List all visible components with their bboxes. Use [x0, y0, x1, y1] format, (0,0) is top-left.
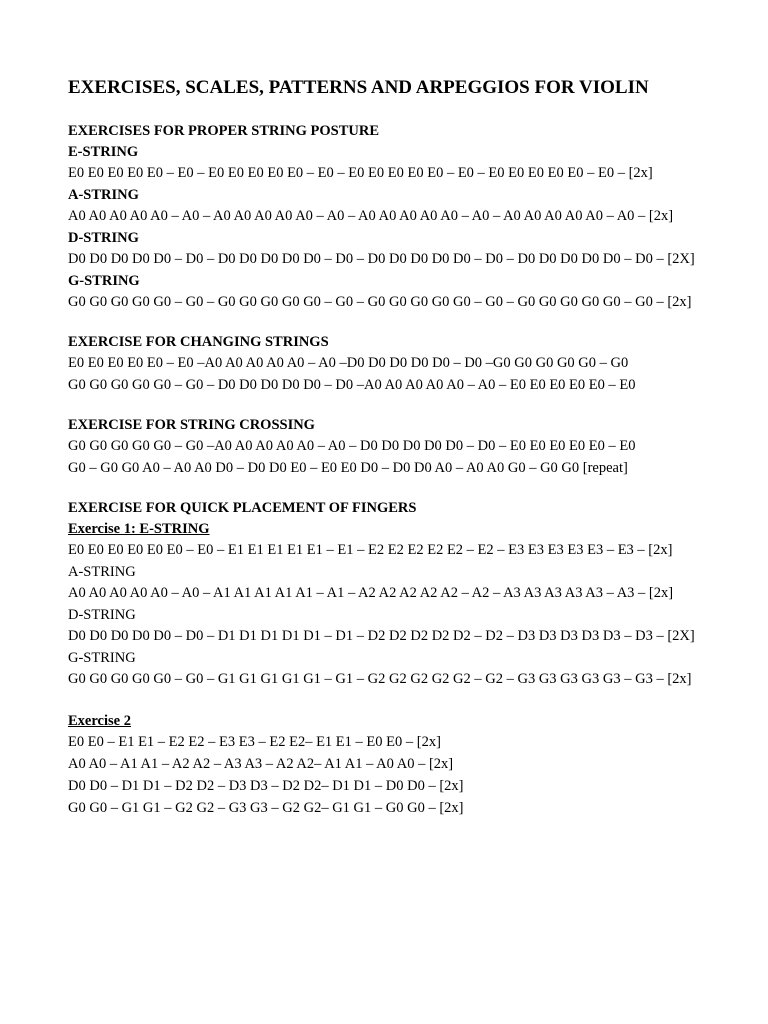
- exercise-line-e-string: E0 E0 E0 E0 E0 E0 – E0 – E1 E1 E1 E1 E1 – E1 – E2 E2 E2 E2 E2 – E2 – E3 E3 E3 E3 E3 – E3 – [2x]: [68, 542, 673, 558]
- label-g-string: G-STRING: [68, 650, 136, 666]
- label-d-string: D-STRING: [68, 230, 139, 246]
- heading-quick-placement: EXERCISE FOR QUICK PLACEMENT OF FINGERS: [68, 500, 417, 516]
- spacer: [68, 691, 698, 711]
- document-title: EXERCISES, SCALES, PATTERNS AND ARPEGGIOS FOR VIOLIN: [68, 77, 649, 98]
- exercise-line: E0 E0 E0 E0 E0 – E0 –A0 A0 A0 A0 A0 – A0 –D0 D0 D0 D0 D0 – D0 –G0 G0 G0 G0 G0 – G0: [68, 355, 629, 371]
- exercise-line: G0 G0 G0 G0 G0 – G0 – D0 D0 D0 D0 D0 – D0 –A0 A0 A0 A0 A0 – A0 – E0 E0 E0 E0 E0 – E0: [68, 377, 636, 393]
- label-g-string: G-STRING: [68, 273, 140, 289]
- section-string-posture: [68, 121, 698, 312]
- document-content: [68, 76, 698, 838]
- label-a-string: A-STRING: [68, 187, 139, 203]
- heading-string-crossing: EXERCISE FOR STRING CROSSING: [68, 417, 315, 433]
- exercise-line-g-string: G0 G0 G0 G0 G0 – G0 – G1 G1 G1 G1 G1 – G1 – G2 G2 G2 G2 G2 – G2 – G3 G3 G3 G3 G3 – G3 – [2x]: [68, 671, 692, 687]
- exercise-line: A0 A0 – A1 A1 – A2 A2 – A3 A3 – A2 A2– A1 A1 – A0 A0 – [2x]: [68, 756, 454, 772]
- exercise-line: E0 E0 – E1 E1 – E2 E2 – E3 E3 – E2 E2– E1 E1 – E0 E0 – [2x]: [68, 734, 441, 750]
- heading-string-posture: EXERCISES FOR PROPER STRING POSTURE: [68, 123, 379, 139]
- exercise-line-d-string: D0 D0 D0 D0 D0 – D0 – D0 D0 D0 D0 D0 – D0 – D0 D0 D0 D0 D0 – D0 – D0 D0 D0 D0 D0 – D0 – [2X]: [68, 251, 695, 267]
- exercise-line: G0 G0 – G1 G1 – G2 G2 – G3 G3 – G2 G2– G1 G1 – G0 G0 – [2x]: [68, 800, 464, 816]
- label-d-string: D-STRING: [68, 607, 136, 623]
- heading-changing-strings: EXERCISE FOR CHANGING STRINGS: [68, 334, 329, 350]
- label-exercise-1: Exercise 1: E-STRING: [68, 521, 210, 537]
- section-string-crossing: [68, 415, 698, 478]
- exercise-line-a-string: A0 A0 A0 A0 A0 – A0 – A1 A1 A1 A1 A1 – A1 – A2 A2 A2 A2 A2 – A2 – A3 A3 A3 A3 A3 – A3 – [2x]: [68, 585, 674, 601]
- exercise-line: G0 – G0 G0 A0 – A0 A0 D0 – D0 D0 E0 – E0 E0 D0 – D0 D0 A0 – A0 A0 G0 – G0 G0 [repeat]: [68, 460, 628, 476]
- exercise-line: G0 G0 G0 G0 G0 – G0 –A0 A0 A0 A0 A0 – A0 – D0 D0 D0 D0 D0 – D0 – E0 E0 E0 E0 E0 – E0: [68, 438, 636, 454]
- exercise-line-a-string: A0 A0 A0 A0 A0 – A0 – A0 A0 A0 A0 A0 – A0 – A0 A0 A0 A0 A0 – A0 – A0 A0 A0 A0 A0 – A0 – [2x]: [68, 208, 674, 224]
- exercise-line-g-string: G0 G0 G0 G0 G0 – G0 – G0 G0 G0 G0 G0 – G0 – G0 G0 G0 G0 G0 – G0 – G0 G0 G0 G0 G0 – G0 – [2x]: [68, 294, 692, 310]
- label-exercise-2: Exercise 2: [68, 713, 131, 729]
- section-quick-placement: [68, 498, 698, 818]
- exercise-line: D0 D0 – D1 D1 – D2 D2 – D3 D3 – D2 D2– D1 D1 – D0 D0 – [2x]: [68, 778, 464, 794]
- label-a-string: A-STRING: [68, 564, 136, 580]
- exercise-line-d-string: D0 D0 D0 D0 D0 – D0 – D1 D1 D1 D1 D1 – D1 – D2 D2 D2 D2 D2 – D2 – D3 D3 D3 D3 D3 – D3 – [2X]: [68, 628, 695, 644]
- exercise-line-e-string: E0 E0 E0 E0 E0 – E0 – E0 E0 E0 E0 E0 – E0 – E0 E0 E0 E0 E0 – E0 – E0 E0 E0 E0 E0 – E0 – [2x]: [68, 165, 653, 181]
- section-changing-strings: [68, 332, 698, 395]
- label-e-string: E-STRING: [68, 144, 139, 160]
